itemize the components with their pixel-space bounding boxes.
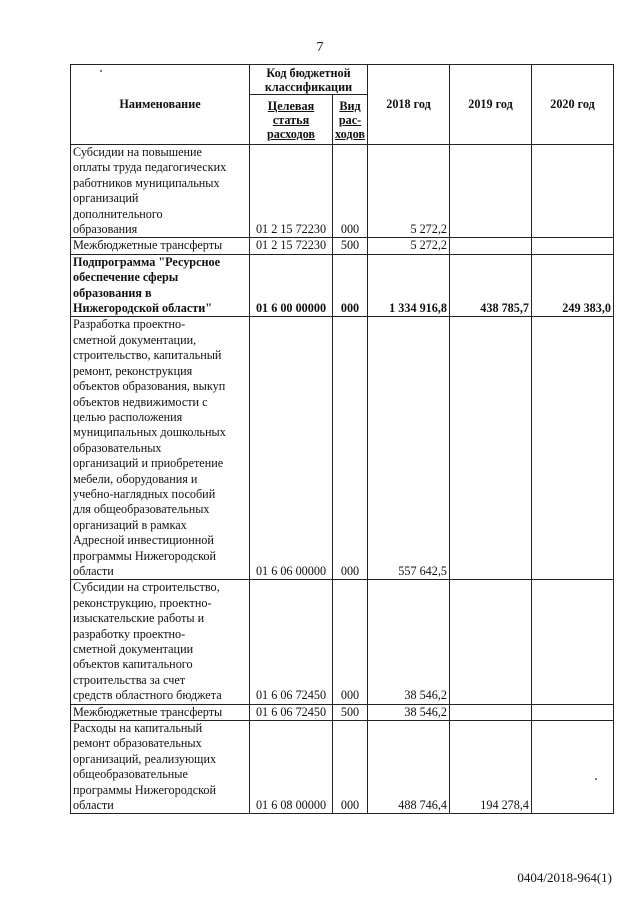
row-name: Межбюджетные трансферты [71,238,250,254]
row-2019 [450,238,532,254]
row-code: 01 6 06 00000 [250,317,333,580]
row-2020 [532,145,614,238]
row-2018: 488 746,4 [368,721,450,814]
row-2018: 38 546,2 [368,704,450,720]
row-2018: 5 272,2 [368,145,450,238]
row-2019 [450,704,532,720]
row-name: Субсидии на строительство, реконструкцию, проектно- изыскательские работы и разработку проектно- сметной документации объектов капитального строительства за счет средств областного бюджета [71,580,250,704]
row-vid: 000 [333,721,368,814]
row-2020 [532,704,614,720]
row-name: Разработка проектно- сметной документации, строительство, капитальный ремонт, реконструкция объектов образования, выкуп объектов недвижимости с целью расположения муниципальных дошкольных образовательных организаций и приобретение мебели, оборудования и учебно-наглядных пособий для общеобразовательных организаций в рамках Адресной инвестиционной программы Нижегородской области [71,317,250,580]
row-2019: 194 278,4 [450,721,532,814]
col-header-vid [333,95,368,145]
table-row [71,145,614,238]
col-header-2019: 2019 год [450,65,532,145]
table-row [71,721,614,814]
table-row [71,317,614,580]
col-header-code-group: Код бюджетной классификации [250,65,368,95]
table-row [71,580,614,704]
row-vid: 000 [333,254,368,317]
row-2020: 249 383,0 [532,254,614,317]
row-name: Субсидии на повышение оплаты труда педагогических работников муниципальных организаций дополнительного образования [71,145,250,238]
row-vid: 000 [333,580,368,704]
row-2019 [450,317,532,580]
row-2020 [532,238,614,254]
row-vid: 000 [333,145,368,238]
col-header-name: Наименование [71,65,250,145]
row-2020 [532,580,614,704]
col-header-target-text: Целевая статья расходов [266,98,316,141]
row-name: Межбюджетные трансферты [71,704,250,720]
row-vid: 500 [333,238,368,254]
table-row [71,238,614,254]
row-2020 [532,721,614,814]
row-name: Расходы на капитальный ремонт образовательных организаций, реализующих общеобразовательные программы Нижегородской области [71,721,250,814]
table-row [71,704,614,720]
col-header-target [250,95,333,145]
row-2018: 557 642,5 [368,317,450,580]
row-2018: 38 546,2 [368,580,450,704]
row-2019 [450,145,532,238]
row-2019: 438 785,7 [450,254,532,317]
row-code: 01 6 00 00000 [250,254,333,317]
row-vid: 500 [333,704,368,720]
col-header-2020: 2020 год [532,65,614,145]
budget-table [70,64,614,814]
row-code: 01 2 15 72230 [250,238,333,254]
table-row-subprogram [71,254,614,317]
row-2018: 1 334 916,8 [368,254,450,317]
row-name: Подпрограмма "Ресурсное обеспечение сферы образования в Нижегородской области" [71,254,250,317]
row-code: 01 2 15 72230 [250,145,333,238]
row-2019 [450,580,532,704]
document-code: 0404/2018-964(1) [517,870,612,885]
row-code: 01 6 08 00000 [250,721,333,814]
row-vid: 000 [333,317,368,580]
page-number: 7 [316,40,324,55]
col-header-2018: 2018 год [368,65,450,145]
col-header-vid-text: Вид рас-ходов [335,98,365,141]
row-code: 01 6 06 72450 [250,580,333,704]
row-2020 [532,317,614,580]
row-2018: 5 272,2 [368,238,450,254]
row-code: 01 6 06 72450 [250,704,333,720]
